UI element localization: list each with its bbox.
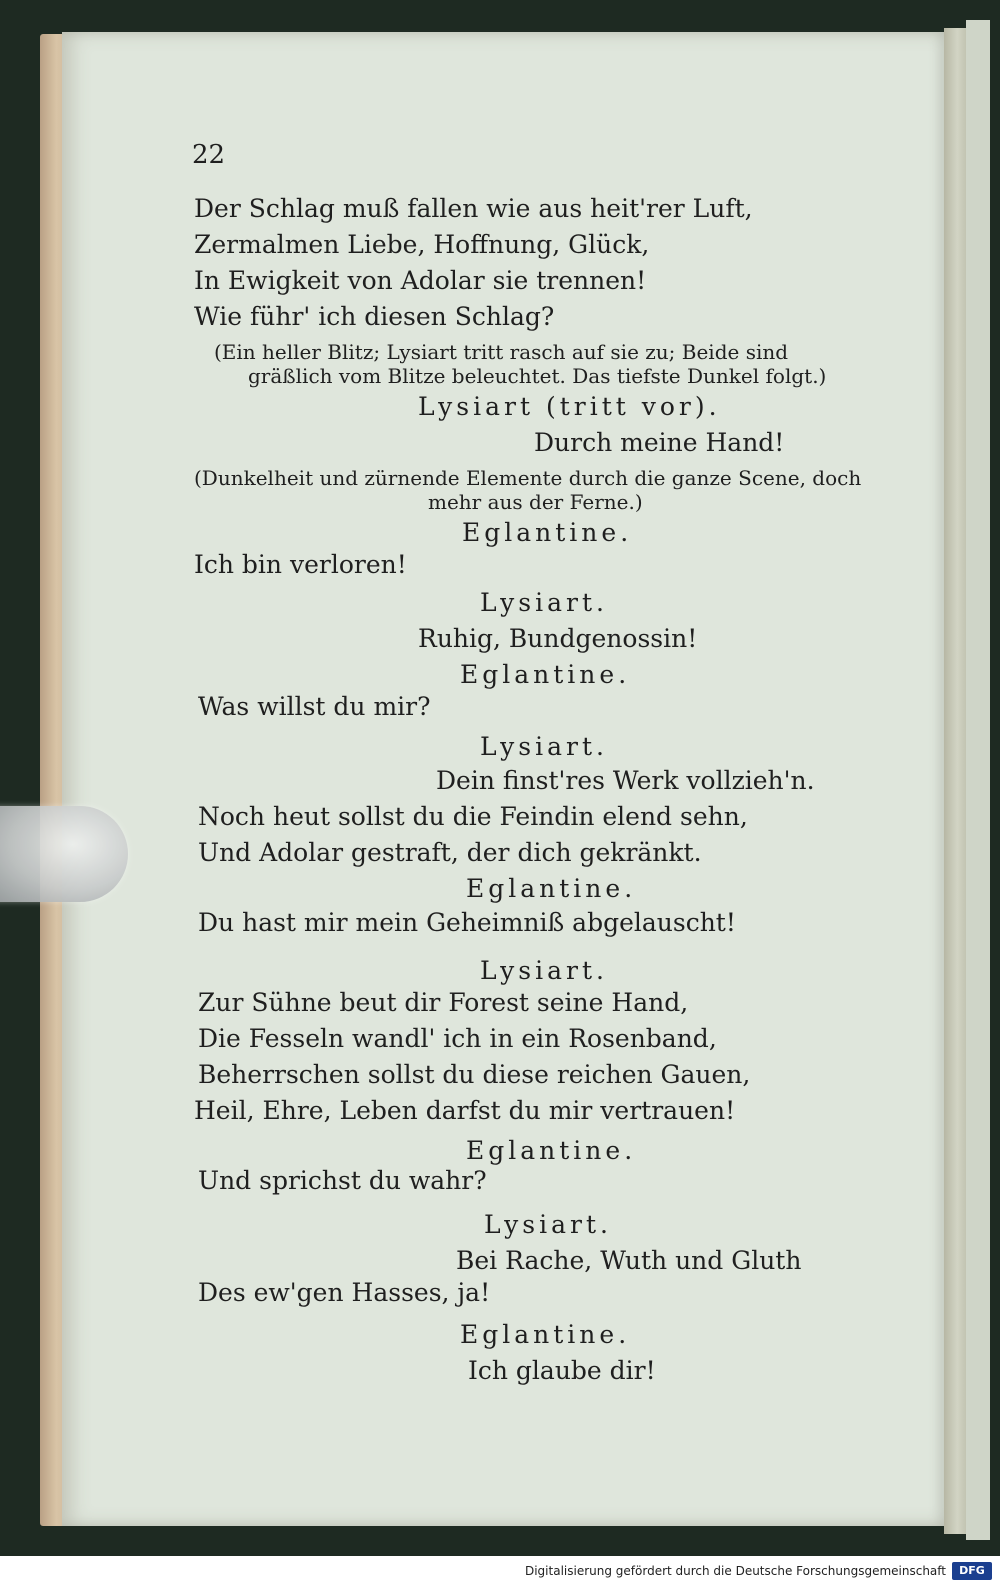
page-number: 22	[192, 140, 226, 170]
verse-line: In Ewigkeit von Adolar sie trennen!	[194, 266, 647, 295]
verse-line: Die Fesseln wandl' ich in ein Rosenband,	[198, 1024, 717, 1053]
speaker-name: Eglantine.	[466, 1136, 637, 1165]
verse-line: Zermalmen Liebe, Hoffnung, Glück,	[194, 230, 650, 259]
verse-line: Und sprichst du wahr?	[198, 1166, 487, 1195]
verse-line: Du hast mir mein Geheimniß abgelauscht!	[198, 908, 736, 937]
speaker-name: Lysiart.	[480, 956, 608, 985]
speaker-name: Eglantine.	[460, 1320, 631, 1349]
stage-direction: (Dunkelheit und zürnende Elemente durch die ganze Scene, doch	[194, 466, 862, 490]
dfg-logo: DFG	[952, 1562, 992, 1580]
verse-line: Ruhig, Bundgenossin!	[418, 624, 698, 653]
footer-credit: Digitalisierung gefördert durch die Deutsche Forschungsgemeinschaft	[524, 1564, 946, 1578]
speaker-name: Eglantine.	[466, 874, 637, 903]
speaker-name: Lysiart.	[480, 588, 608, 617]
verse-line: Noch heut sollst du die Feindin elend sehn,	[198, 802, 748, 831]
speaker-name: Eglantine.	[462, 518, 633, 547]
verse-line: Heil, Ehre, Leben darfst du mir vertrauen!	[194, 1096, 736, 1125]
stage-direction: mehr aus der Ferne.)	[428, 490, 643, 514]
verse-line: Durch meine Hand!	[534, 428, 785, 457]
verse-line: Ich glaube dir!	[468, 1356, 656, 1385]
verse-line: Bei Rache, Wuth und Gluth	[456, 1246, 802, 1275]
verse-line: Der Schlag muß fallen wie aus heit'rer Luft,	[194, 194, 753, 223]
verse-line: Zur Sühne beut dir Forest seine Hand,	[198, 988, 689, 1017]
verse-line: Dein finst'res Werk vollzieh'n.	[436, 766, 815, 795]
footer-bar	[0, 1556, 1000, 1588]
stage-direction: (Ein heller Blitz; Lysiart tritt rasch auf sie zu; Beide sind	[214, 340, 789, 364]
verse-line: Des ew'gen Hasses, ja!	[198, 1278, 491, 1307]
speaker-name: Lysiart.	[480, 732, 608, 761]
verse-line: Beherrschen sollst du diese reichen Gauen,	[198, 1060, 751, 1089]
speaker-name: Lysiart (tritt vor).	[418, 392, 721, 421]
speaker-name: Eglantine.	[460, 660, 631, 689]
speaker-name: Lysiart.	[484, 1210, 612, 1239]
verse-line: Was willst du mir?	[198, 692, 431, 721]
stage-direction: gräßlich vom Blitze beleuchtet. Das tiefste Dunkel folgt.)	[248, 364, 827, 388]
verse-line: Wie führ' ich diesen Schlag?	[194, 302, 555, 331]
verse-line: Ich bin verloren!	[194, 550, 407, 579]
verse-line: Und Adolar gestraft, der dich gekränkt.	[198, 838, 702, 867]
